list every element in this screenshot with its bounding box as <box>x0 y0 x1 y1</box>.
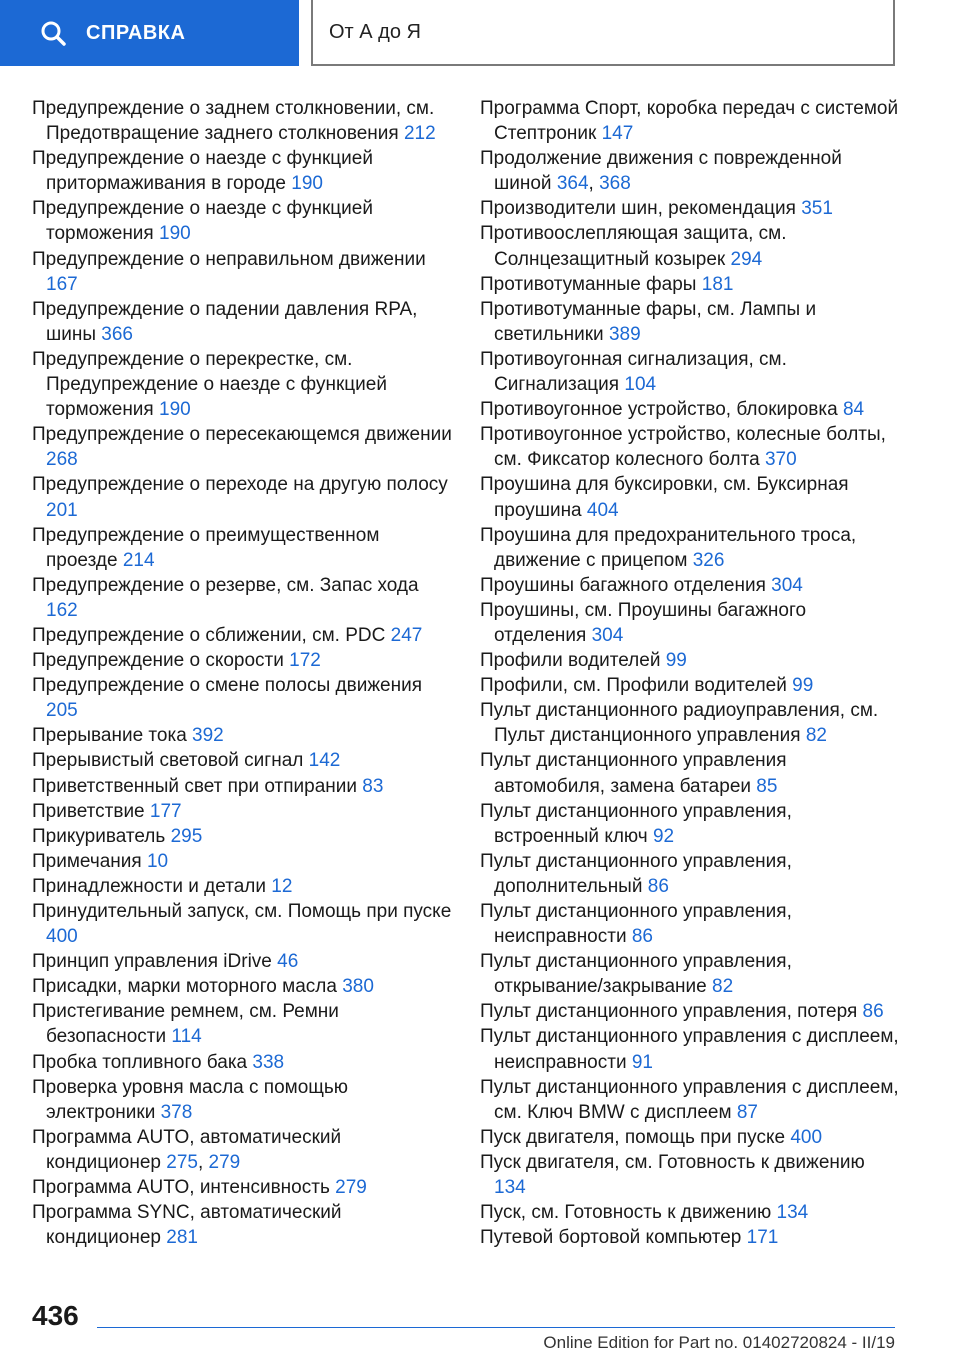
index-entry-text: Программа Спорт, коробка передач с системой Стептроник <box>480 98 899 145</box>
index-entry-text: Противоослепляющая защита, см. Солнцезащитный козырек <box>480 223 787 270</box>
index-entry-text: Программа AUTO, автоматический кондиционер <box>32 1126 342 1173</box>
index-entry-text: Противоугонное устройство, колесные болты, см. Фиксатор колесного болта <box>480 424 886 471</box>
index-entry <box>480 598 900 648</box>
footer-divider <box>97 1327 895 1328</box>
index-entry-text: Предупреждение о неправильном движении <box>32 248 426 270</box>
page-link[interactable]: 268 <box>46 449 78 471</box>
index-column-left <box>32 96 452 1250</box>
index-entry <box>480 573 900 598</box>
page-link[interactable]: 92 <box>652 825 675 847</box>
page-link[interactable]: 82 <box>805 725 827 747</box>
index-entry <box>480 1125 900 1150</box>
index-entry-text: Пуск двигателя, помощь при пуске <box>480 1126 786 1148</box>
page-link[interactable]: 364 <box>556 173 589 195</box>
index-entry-text: Пульт дистанционного управления, потеря <box>480 1001 858 1023</box>
index-entry <box>480 272 900 297</box>
index-entry-text: Противотуманные фары <box>480 273 697 295</box>
page-link[interactable]: 392 <box>192 725 224 747</box>
index-entry <box>480 96 900 146</box>
page-link[interactable]: 366 <box>101 323 133 345</box>
index-entry-text: Программа AUTO, интенсивность <box>32 1177 330 1199</box>
page-link[interactable]: 177 <box>149 800 182 822</box>
page-link[interactable]: 190 <box>291 173 323 195</box>
page-link[interactable]: 114 <box>171 1026 202 1048</box>
index-entry <box>32 748 452 773</box>
page-link[interactable]: 351 <box>801 198 833 220</box>
page-link[interactable]: 181 <box>701 273 734 295</box>
index-entry-text: Предупреждение о перекрестке, см. Предупреждение о наезде с функцией торможения <box>32 348 387 421</box>
index-entry-text: Проушина для буксировки, см. Буксирная проушина <box>480 474 849 521</box>
index-entry <box>32 146 452 196</box>
index-entry <box>480 196 900 221</box>
index-entry-text: Проушина для предохранительного троса, движение с прицепом <box>480 524 857 571</box>
index-entry-text: Пульт дистанционного радиоуправления, см. Пульт дистанционного управления <box>480 700 879 747</box>
page-link[interactable]: 404 <box>586 499 619 521</box>
page-link[interactable]: 400 <box>46 926 78 948</box>
index-entry-text: Профили, см. Профили водителей <box>480 675 787 697</box>
index-entry-text: Принудительный запуск, см. Помощь при пуске <box>32 901 452 922</box>
index-entry-text: Противоугонное устройство, блокировка <box>480 399 838 421</box>
a-to-z-tab-label: От А до Я <box>329 20 421 43</box>
index-entry <box>32 774 452 799</box>
index-entry-text: Предупреждение о смене полосы движения <box>32 675 423 697</box>
page-link[interactable]: 86 <box>647 875 669 897</box>
page-link[interactable]: 190 <box>159 223 191 245</box>
index-entry-text: Предупреждение о заднем столкновении, см. Предотвращение заднего столкновения <box>32 98 435 145</box>
index-entry-text: Пуск, см. Готовность к движению <box>480 1202 772 1224</box>
page-link[interactable]: 167 <box>46 273 78 295</box>
index-entry <box>32 1200 452 1250</box>
index-entry <box>32 297 452 347</box>
page-link[interactable]: 279 <box>335 1177 367 1199</box>
index-entry <box>480 523 900 573</box>
index-entry: Программа AUTO, автоматический кондиционер 275, 279 <box>32 1126 342 1173</box>
page-link[interactable]: 190 <box>159 399 191 421</box>
index-entry <box>32 347 452 422</box>
index-entry-text: Пульт дистанционного управления, встроенный ключ <box>480 800 792 847</box>
page-link[interactable]: 86 <box>631 926 653 948</box>
page-link[interactable]: 212 <box>403 123 436 145</box>
index-entry-text: Пуск двигателя, см. Готовность к движению <box>480 1151 865 1173</box>
page-link[interactable]: 82 <box>712 976 734 998</box>
page-link[interactable]: 172 <box>289 650 321 672</box>
index-entry-text: Проушины багажного отделения <box>480 574 766 596</box>
index-entry <box>480 799 900 849</box>
index-entry-text: Присадки, марки моторного масла <box>32 976 337 998</box>
index-entry <box>32 422 452 472</box>
page-link[interactable]: 84 <box>842 399 865 421</box>
page-number: 436 <box>32 1300 79 1331</box>
index-entry <box>32 1050 452 1075</box>
index-entry <box>480 1225 900 1250</box>
index-entry-text: Предупреждение о наезде с функцией торможения <box>32 198 373 245</box>
page-link[interactable]: 378 <box>160 1101 193 1123</box>
index-entry <box>480 673 900 698</box>
page-link[interactable]: 370 <box>764 449 797 471</box>
page-link[interactable]: 326 <box>692 549 725 571</box>
index-entry-text: Прерывистый световой сигнал <box>32 750 304 772</box>
index-entry <box>480 1200 900 1225</box>
index-entry-text: Пульт дистанционного управления автомобиля, замена батареи <box>480 750 787 797</box>
index-entry-text: Пульт дистанционного управления с дисплеем, см. Ключ BMW с дисплеем <box>480 1076 899 1123</box>
index-entry <box>32 623 452 648</box>
index-entry <box>32 1075 452 1125</box>
page-link[interactable]: 338 <box>252 1051 285 1073</box>
index-entry-text: Пульт дистанционного управления, дополнительный <box>480 850 792 897</box>
index-entry <box>32 673 452 723</box>
index-entry-text: Принцип управления iDrive <box>32 951 272 973</box>
page-link[interactable]: 83 <box>362 775 384 797</box>
index-entry <box>480 347 900 397</box>
page-link[interactable]: 389 <box>608 323 641 345</box>
page-link[interactable]: 304 <box>771 574 803 596</box>
page-link[interactable]: 294 <box>730 248 763 270</box>
page-link[interactable]: 91 <box>631 1051 653 1073</box>
index-entry <box>32 974 452 999</box>
index-entry <box>32 573 452 623</box>
index-entry-text: Предупреждение о пересекающемся движении <box>32 424 452 446</box>
edition-footer: Online Edition for Part no. 01402720824 - II/19 <box>543 1333 895 1352</box>
page-link[interactable]: 205 <box>46 700 78 722</box>
index-entry <box>480 899 900 949</box>
index-entry-text: Противотуманные фары, см. Лампы и светильники <box>480 298 817 345</box>
page-link[interactable]: 162 <box>46 599 78 621</box>
index-entry-text: Прикуриватель <box>32 825 166 847</box>
page-link[interactable]: 304 <box>591 624 624 646</box>
index-entry <box>32 849 452 874</box>
index-entry-text: Противоугонная сигнализация, см. Сигнализация <box>480 348 787 396</box>
page-link[interactable]: 99 <box>792 675 814 697</box>
a-to-z-tab[interactable] <box>311 0 895 66</box>
index-entry-text: Примечания <box>32 850 142 872</box>
index-entry-text: Предупреждение о наезде с функцией притормаживания в городе <box>32 148 373 195</box>
index-entry-text: Предупреждение о резерве, см. Запас хода <box>32 574 419 596</box>
index-entry-text: Пульт дистанционного управления, открывание/закрывание <box>480 951 792 998</box>
page-link[interactable]: 201 <box>46 499 78 521</box>
page-link[interactable]: 147 <box>601 123 634 145</box>
index-entry-text: Профили водителей <box>480 650 661 672</box>
page-link[interactable]: 214 <box>122 549 155 571</box>
header <box>0 0 960 66</box>
index-entry-text: Предупреждение о скорости <box>32 650 284 672</box>
page-link[interactable]: 247 <box>390 624 423 646</box>
index-entry-text: Принадлежности и детали <box>32 875 266 897</box>
index-entry-text: Путевой бортовой компьютер <box>480 1227 742 1249</box>
page-link[interactable]: 279 <box>208 1151 241 1173</box>
page-link[interactable]: 85 <box>756 775 778 797</box>
index-entry: Продолжение движения с поврежденной шиной 364, 368 <box>480 148 842 195</box>
index-entry <box>32 723 452 748</box>
index-entry <box>480 422 900 472</box>
index-entry-text: Предупреждение о сближении, см. PDC <box>32 624 386 646</box>
index-entry-text: Пульт дистанционного управления с дисплеем, неисправности <box>480 1026 899 1073</box>
help-tab-label: СПРАВКА <box>86 21 186 44</box>
index-entry <box>32 247 452 297</box>
index-entry <box>480 1150 900 1200</box>
index-entry <box>480 949 900 999</box>
index-entry <box>32 648 452 673</box>
index-entry <box>32 1175 452 1200</box>
index-entry <box>480 648 900 673</box>
index-entry <box>32 999 452 1049</box>
index-entry <box>480 1024 900 1074</box>
page-link[interactable]: 275 <box>166 1151 198 1173</box>
index-entry <box>32 899 452 949</box>
index-entry-text: Пульт дистанционного управления, неисправности <box>480 901 792 948</box>
index-entry <box>32 824 452 849</box>
page-link[interactable]: 10 <box>146 850 169 872</box>
index-entry-text: Продолжение движения с поврежденной шиной <box>480 148 842 195</box>
index-entry-text: Производители шин, рекомендация <box>480 198 796 220</box>
index-column-right <box>480 96 900 1250</box>
index-entry <box>32 196 452 246</box>
index-entry <box>480 397 900 422</box>
page-link[interactable]: 104 <box>624 374 657 396</box>
index-entry <box>480 1075 900 1125</box>
index-entry-text: Проушины, см. Проушины багажного отделения <box>480 599 807 646</box>
index-entry <box>480 472 900 522</box>
help-tab[interactable] <box>0 0 299 66</box>
page-link[interactable]: 380 <box>342 976 374 998</box>
index-entry <box>32 523 452 573</box>
page-link[interactable]: 142 <box>308 750 341 772</box>
index-entry-text: Пробка топливного бака <box>32 1051 248 1073</box>
index-entry-text: Программа SYNC, автоматический кондиционер <box>32 1202 342 1249</box>
page-link[interactable]: 295 <box>170 825 203 847</box>
index-entry <box>480 849 900 899</box>
index-entry <box>32 96 452 146</box>
page-link[interactable]: 134 <box>776 1202 809 1224</box>
index-entry-text: Пристегивание ремнем, см. Ремни безопасности <box>32 1001 339 1048</box>
page-link[interactable]: 46 <box>277 951 299 973</box>
index-entry-text: Проверка уровня масла с помощью электроники <box>32 1076 349 1123</box>
index-entry-text: Прерывание тока <box>32 725 187 747</box>
index-entry-text: Предупреждение о переходе на другую полосу <box>32 474 448 496</box>
page-link[interactable]: 99 <box>665 650 687 672</box>
index-entry-text: Приветствие <box>32 800 145 822</box>
index-entry <box>480 221 900 271</box>
page-link[interactable]: 86 <box>862 1001 884 1023</box>
index-entry-text: Предупреждение о преимущественном проезде <box>32 524 380 571</box>
page-link[interactable]: 400 <box>790 1126 823 1148</box>
index-entry <box>32 472 452 522</box>
page-link[interactable]: 171 <box>746 1227 779 1249</box>
page-link[interactable]: 281 <box>166 1227 198 1249</box>
index-entry <box>480 698 900 748</box>
index-entry <box>32 874 452 899</box>
index-entry <box>480 999 900 1024</box>
index-entry-text: Приветственный свет при отпирании <box>32 775 357 797</box>
page-link[interactable]: 87 <box>736 1101 758 1123</box>
index-entry <box>32 949 452 974</box>
search-icon <box>40 20 66 46</box>
index-entry <box>32 799 452 824</box>
index-entry <box>480 748 900 798</box>
page-link[interactable]: 134 <box>494 1177 526 1199</box>
index-entry <box>480 297 900 347</box>
page-link[interactable]: 368 <box>599 173 631 195</box>
index-entry-text: Предупреждение о падении давления RPA, шины <box>32 298 418 345</box>
page-link[interactable]: 12 <box>271 875 293 897</box>
